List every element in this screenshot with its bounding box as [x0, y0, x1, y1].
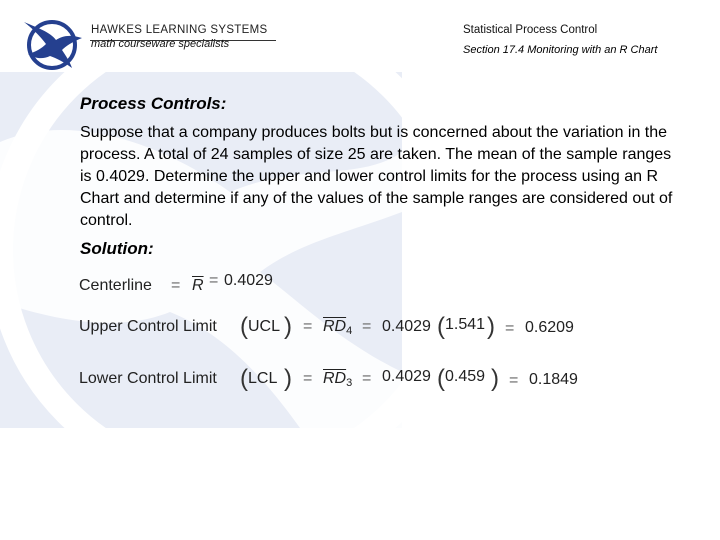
equals-sign: = — [509, 372, 519, 389]
open-paren: ( — [240, 313, 248, 340]
section-title: Section 17.4 Monitoring with an R Chart — [463, 44, 658, 56]
solution-heading: Solution: — [80, 239, 154, 258]
r-bar-symbol: $\overline{R}$ — [192, 277, 204, 294]
r-bar-symbol: $\overline{RD}$ — [323, 370, 347, 387]
rd3-symbol — [323, 370, 352, 389]
lcl-factor: 0.459 — [445, 368, 486, 385]
equals-sign: = — [505, 320, 515, 337]
company-tagline: math courseware specialists — [91, 38, 230, 50]
problem-text: Suppose that a company produces bolts but is concerned about the variation in the process. A total of 24 samples of size 25 are taken. The mean of the sample ranges is 0.4029. Determine the upper and lower control limits for the process using an R Chart and determine if any of the values of the sample ranges are considered out of control. — [80, 124, 673, 229]
lcl-label: Lower Control Limit — [79, 370, 217, 387]
ucl-rbar-value: 0.4029 — [382, 318, 431, 335]
d-subscript: 4 — [346, 325, 353, 337]
centerline-label: Centerline — [79, 277, 152, 294]
ucl-abbr: UCL — [248, 318, 281, 335]
close-paren: ) — [284, 313, 292, 340]
equals-sign: = — [303, 318, 313, 335]
close-paren: ) — [487, 313, 495, 340]
lcl-abbr: LCL — [248, 370, 278, 387]
eagle-logo-icon — [22, 18, 84, 70]
equals-sign: = — [171, 277, 181, 294]
rd4-symbol — [323, 318, 352, 337]
ucl-factor: 1.541 — [445, 316, 486, 333]
r-bar-symbol: $\overline{RD}$ — [323, 318, 347, 335]
company-name: HAWKES LEARNING SYSTEMS — [91, 24, 268, 36]
ucl-result: 0.6209 — [525, 319, 574, 336]
open-paren: ( — [437, 365, 445, 392]
open-paren: ( — [240, 365, 248, 392]
lcl-rbar-value: 0.4029 — [382, 368, 431, 385]
close-paren: ) — [491, 365, 499, 392]
d-subscript: 3 — [346, 377, 353, 389]
equals-sign: = — [362, 370, 372, 387]
ucl-label: Upper Control Limit — [79, 318, 217, 335]
equals-sign: = — [303, 370, 313, 387]
equals-sign: = — [362, 318, 372, 335]
process-controls-heading: Process Controls: — [80, 94, 227, 113]
lcl-result: 0.1849 — [529, 371, 578, 388]
equals-sign: = — [209, 272, 219, 289]
course-title: Statistical Process Control — [463, 24, 598, 36]
open-paren: ( — [437, 313, 445, 340]
centerline-value: 0.4029 — [224, 272, 273, 289]
close-paren: ) — [284, 365, 292, 392]
